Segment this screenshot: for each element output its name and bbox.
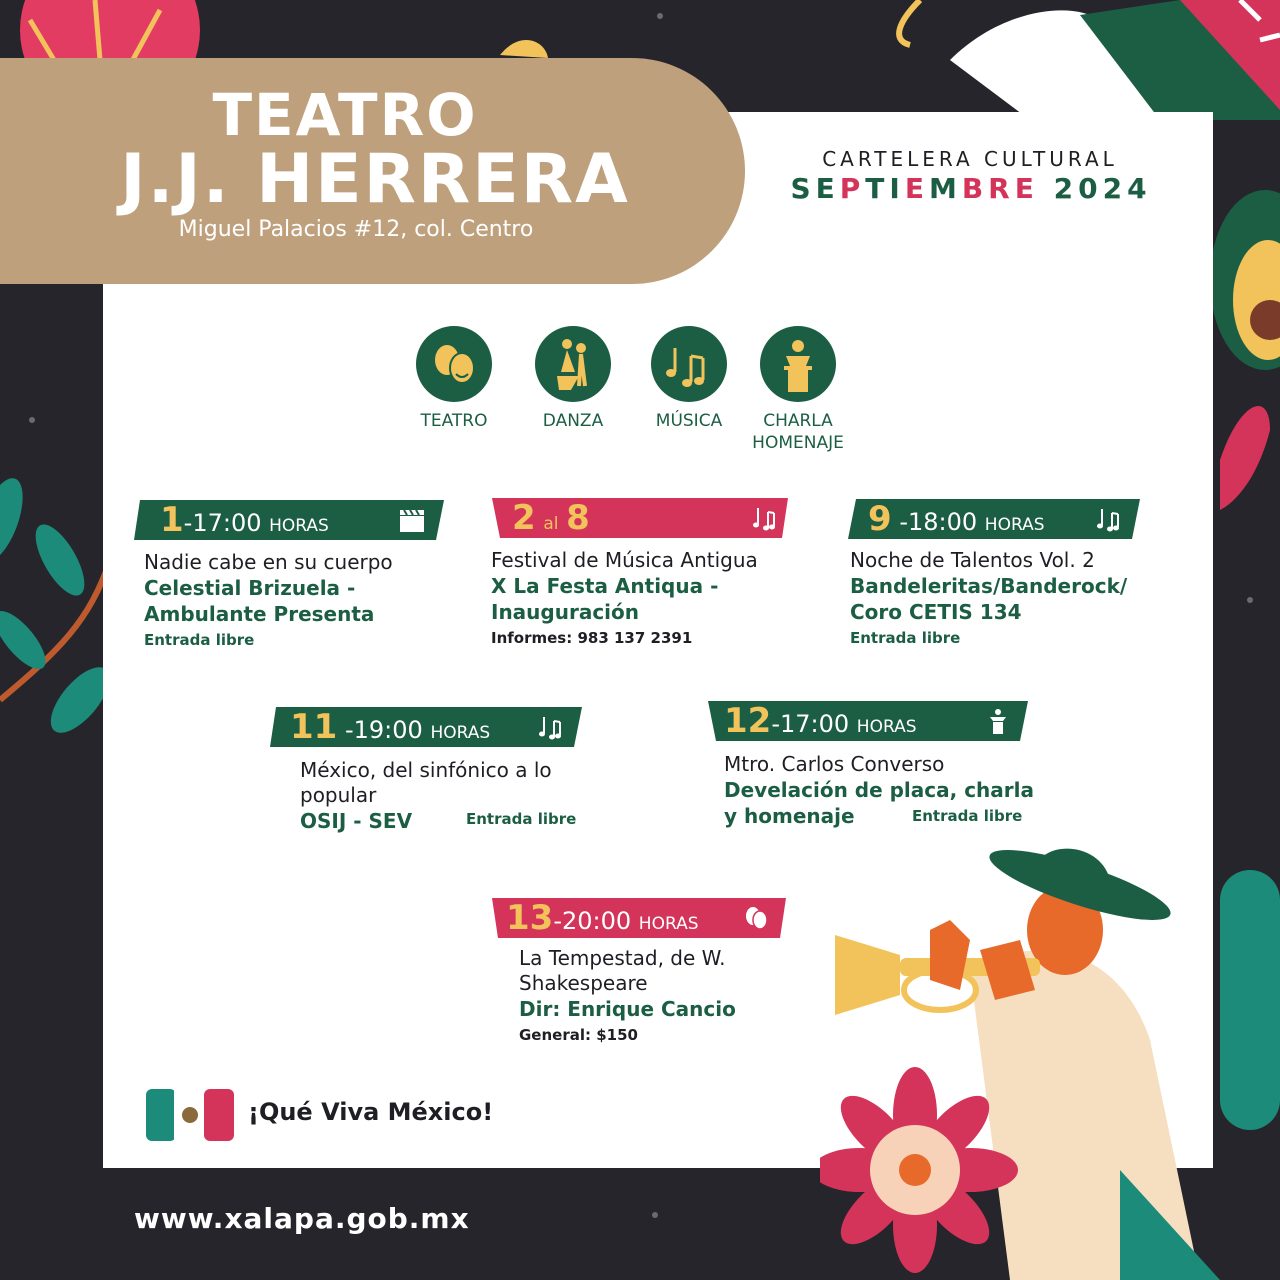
event-note: Entrada libre (850, 629, 961, 647)
event-note: Entrada libre (466, 810, 577, 828)
music-notes-icon (536, 713, 564, 741)
trumpet-player-illustration (820, 840, 1280, 1280)
category-label: DANZA (542, 411, 604, 431)
category-label: MÚSICA (655, 411, 723, 431)
event-title: México, del sinfónico a lo popular (300, 758, 552, 807)
event-note: Entrada libre (144, 631, 255, 649)
category-label: TEATRO (420, 411, 488, 431)
mexico-flag-icon (146, 1089, 234, 1141)
event-banner (134, 500, 444, 540)
cartelera-year: 2024 (1053, 172, 1152, 205)
category-label: CHARLA HOMENAJE (752, 411, 844, 453)
event-horas: HORAS (430, 723, 491, 743)
music-notes-icon (651, 326, 727, 402)
category-danza (523, 326, 623, 432)
venue-title-line2: J.J. HERRERA (120, 140, 630, 219)
event-banner (708, 701, 1028, 741)
slogan: ¡Qué Viva México! (248, 1098, 494, 1126)
event-day: 12 (724, 701, 772, 741)
event-time: -18:00 (899, 508, 978, 536)
event-day: 11 (290, 707, 338, 747)
event-horas: HORAS (638, 914, 699, 934)
event-performer: Celestial Brizuela - Ambulante Presenta (144, 576, 375, 626)
event-banner (492, 898, 786, 938)
speaker-podium-icon (984, 707, 1012, 735)
clapperboard-icon (398, 506, 426, 534)
event-performer: Develación de placa, charla y homenaje (724, 778, 1034, 828)
event-title: Nadie cabe en su cuerpo (144, 550, 393, 574)
month-letter: E (815, 172, 840, 205)
music-notes-icon (750, 504, 778, 532)
event-performer: X La Festa Antiqua - Inauguración (491, 574, 719, 624)
event-banner (492, 498, 788, 538)
category-musica (639, 326, 739, 432)
month-letter: S (790, 172, 816, 205)
month-letter: M (928, 172, 962, 205)
website-link[interactable]: www.xalapa.gob.mx (134, 1202, 470, 1235)
event-time: -17:00 (183, 509, 262, 537)
event-day: 9 (868, 499, 892, 539)
event-details (491, 548, 811, 649)
event-title: Mtro. Carlos Converso (724, 752, 945, 776)
event-day-end: 8 (566, 498, 590, 538)
event-al: al (543, 514, 559, 534)
event-note: Entrada libre (912, 807, 1023, 825)
event-day: 1 (160, 500, 184, 540)
month-letter: T (865, 172, 890, 205)
event-title: La Tempestad, de W. Shakespeare (519, 946, 726, 995)
event-note: Informes: 983 137 2391 (491, 629, 693, 647)
event-details (850, 548, 1150, 649)
month-letter: B (961, 172, 989, 205)
month-letter: R (988, 172, 1015, 205)
event-time: -17:00 (771, 710, 850, 738)
theater-masks-icon (742, 904, 770, 932)
cartelera-label: CARTELERA CULTURAL (822, 147, 1118, 171)
event-title: Noche de Talentos Vol. 2 (850, 548, 1095, 572)
venue-address: Miguel Palacios #12, col. Centro (178, 217, 534, 242)
event-details (519, 946, 779, 1046)
month-letter: E (904, 172, 929, 205)
event-banner (270, 707, 582, 747)
event-title: Festival de Música Antigua (491, 548, 758, 572)
event-performer: Dir: Enrique Cancio (519, 997, 736, 1021)
event-horas: HORAS (269, 516, 329, 536)
theater-masks-icon (416, 326, 492, 402)
event-note: General: $150 (519, 1026, 638, 1044)
event-performer: OSIJ - SEV (300, 809, 413, 833)
cartelera-month (776, 172, 1166, 205)
event-details (144, 550, 444, 651)
venue-title-line1: TEATRO (212, 81, 478, 149)
month-letter: P (839, 172, 866, 205)
event-time: -20:00 (553, 907, 632, 935)
category-charla-homenaje (738, 326, 858, 454)
music-notes-icon (1094, 505, 1122, 533)
event-performer: Bandeleritas/Banderock/ Coro CETIS 134 (850, 574, 1128, 624)
category-teatro (404, 326, 504, 432)
month-letter: I (889, 172, 905, 205)
event-time: -19:00 (344, 716, 423, 744)
event-banner (848, 499, 1140, 539)
month-letter: E (1014, 172, 1039, 205)
event-horas: HORAS (856, 717, 917, 737)
event-day: 2 (512, 498, 536, 538)
dancing-couple-icon (535, 326, 611, 402)
event-day: 13 (506, 898, 554, 938)
event-horas: HORAS (984, 515, 1045, 535)
speaker-podium-icon (760, 326, 836, 402)
